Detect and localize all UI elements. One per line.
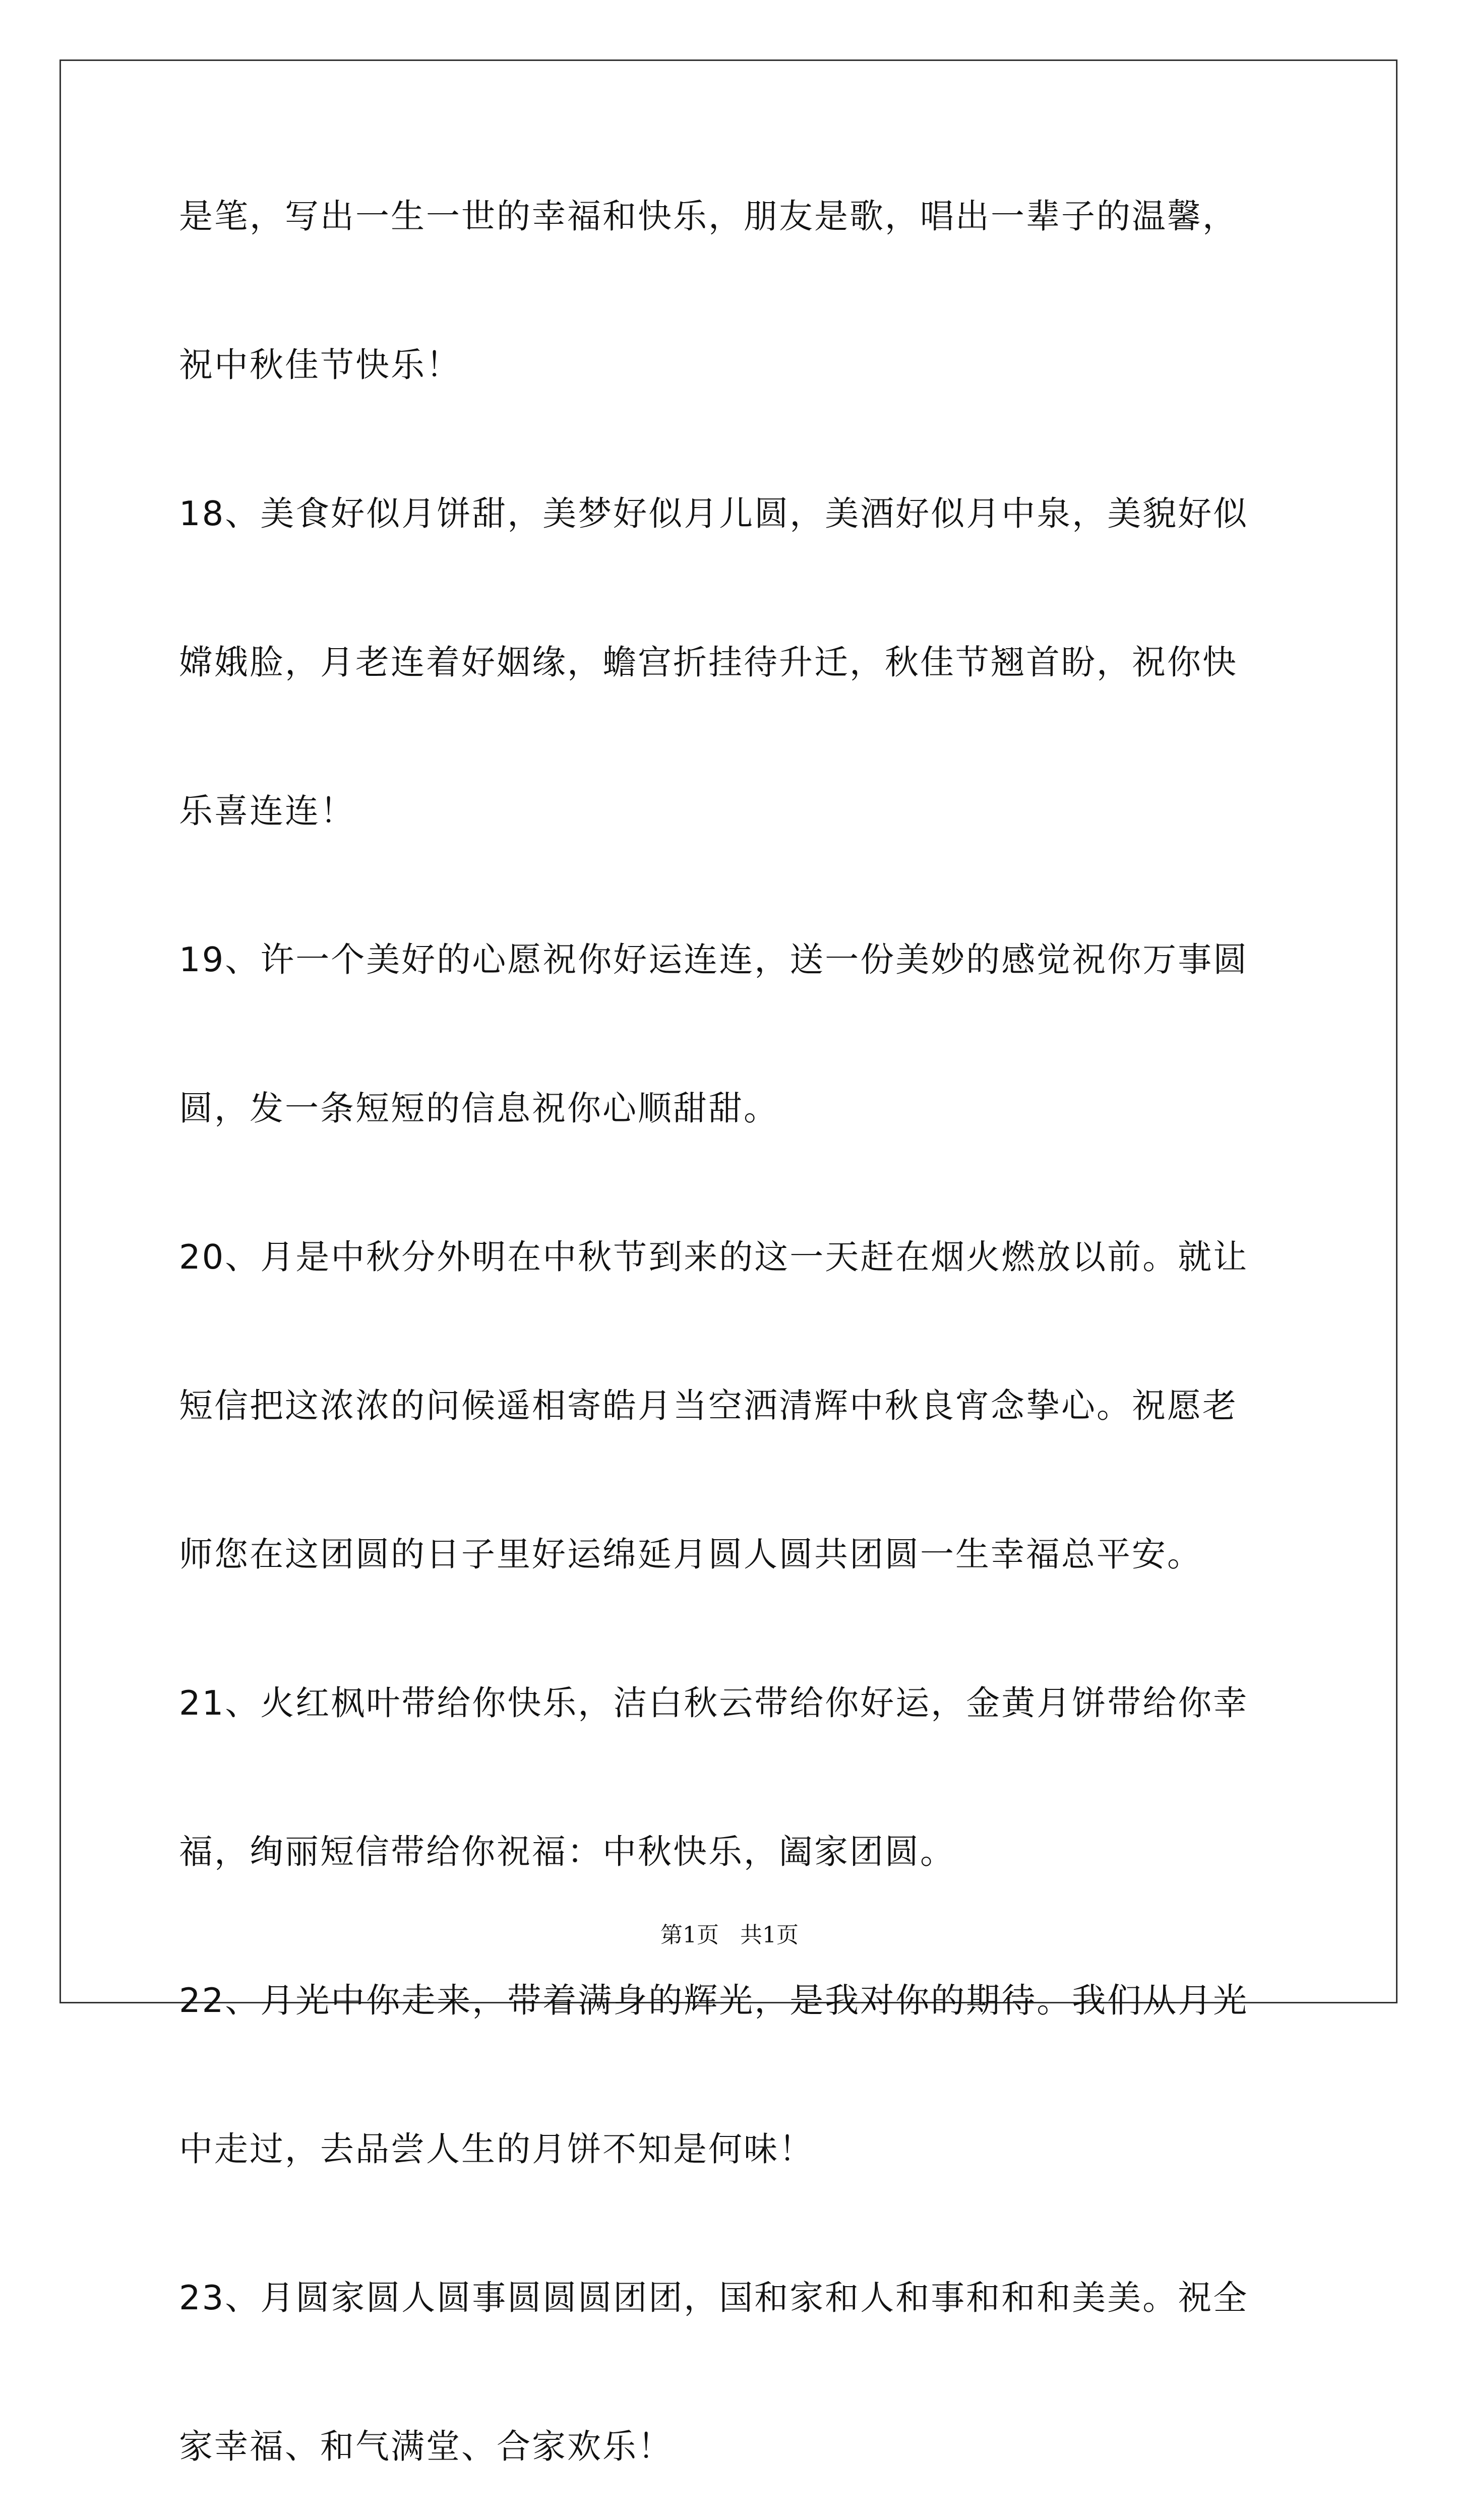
text-line: 祝中秋佳节快乐！ (179, 345, 461, 385)
page-footer (0, 1920, 1459, 1950)
text-line: 21、火红枫叶带给你快乐，洁白秋云带给你好运，金黄月饼带给你幸 (179, 1683, 1249, 1723)
text-line: 是笔，写出一生一世的幸福和快乐，朋友是歌，唱出一辈子的温馨， (179, 197, 1238, 236)
text-line: 圆，发一条短短的信息祝你心顺甜甜。 (179, 1089, 779, 1128)
text-line: 中走过，去品尝人生的月饼不知是何味！ (179, 2129, 814, 2169)
page-number: 第1页 共1页 (660, 1922, 799, 1948)
text-line: 家幸福、和气满堂、合家欢乐！ (179, 2427, 673, 2466)
document-body (179, 186, 1278, 2520)
text-line: 19、许一个美好的心愿祝你好运连连，送一份美妙的感觉祝你万事圆 (179, 940, 1249, 979)
text-line: 乐喜连连！ (179, 791, 355, 831)
text-line: 23、月圆家圆人圆事圆圆圆团团，国和家和人和事和和和美美。祝全 (179, 2278, 1249, 2317)
text-line: 福，绚丽短信带给你祝福：中秋快乐，阖家团圆。 (179, 1832, 955, 1871)
text-line: 22、月光中你走来，带着满身的辉光，是我对你的期待。我们从月光 (179, 1981, 1249, 2020)
text-line: 20、月是中秋分外明在中秋节到来的这一天赶在烟火燃放以前。就让 (179, 1237, 1249, 1277)
text-line: 短信把这浓浓的问候遥相寄皓月当空洒清辉中秋良宵念挚心。祝愿老 (179, 1386, 1238, 1425)
text-line: 18、美食好似月饼甜，美梦好似月儿圆，美酒好似月中泉，美貌好似 (179, 494, 1249, 533)
text-line: 师您在这团圆的日子里好运绵延月圆人圆共团圆一生幸福总平安。 (179, 1535, 1202, 1574)
text-line: 嫦娥脸，月老连着好姻缘，蟾宫折挂待升迁，秋佳节翘首盼，祝你快 (179, 643, 1238, 682)
